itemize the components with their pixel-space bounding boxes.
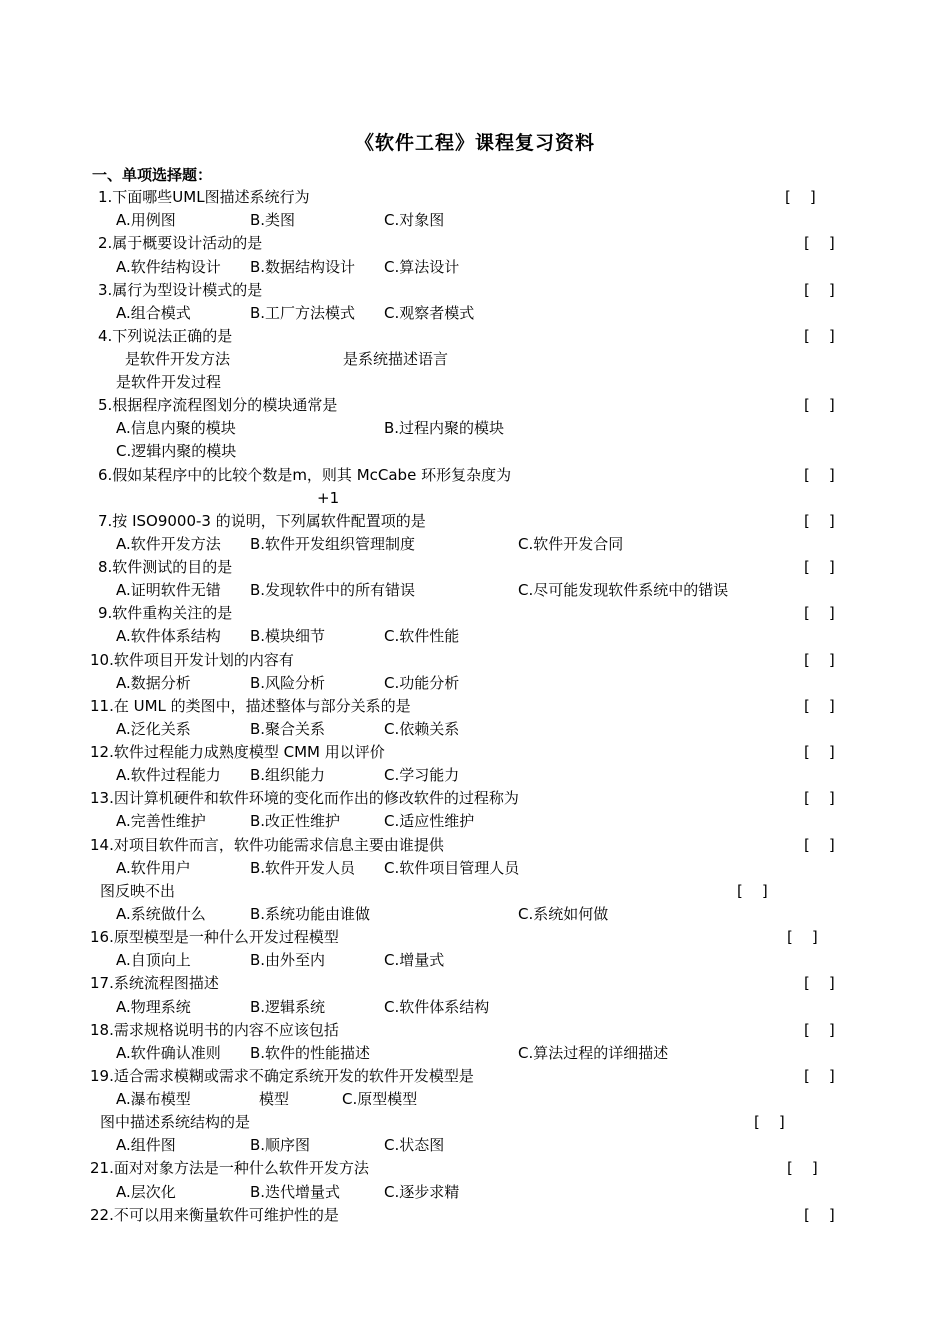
answer-bracket: [ ] <box>804 281 835 299</box>
question-text: 22.不可以用来衡量软件可维护性的是 <box>90 1206 339 1224</box>
answer-option: B.系统功能由谁做 <box>250 905 371 923</box>
answer-option: A.软件用户 <box>116 859 191 877</box>
answer-option: C.逐步求精 <box>384 1183 460 1201</box>
answer-bracket: [ ] <box>804 1021 835 1039</box>
answer-option: C.算法过程的详细描述 <box>518 1044 669 1062</box>
question-text: 10.软件项目开发计划的内容有 <box>90 651 294 669</box>
answer-option: A.泛化关系 <box>116 720 191 738</box>
question-text: 5.根据程序流程图划分的模块通常是 <box>98 396 338 414</box>
answer-option: A.软件开发方法 <box>116 535 221 553</box>
answer-option: C.观察者模式 <box>384 304 475 322</box>
section-heading: 一、单项选择题： <box>92 166 213 184</box>
answer-option: A.数据分析 <box>116 674 191 692</box>
answer-option: B.数据结构设计 <box>250 258 356 276</box>
answer-option: 图中描述系统结构的是 <box>100 1113 251 1131</box>
answer-bracket: [ ] <box>804 234 835 252</box>
answer-bracket: [ ] <box>804 327 835 345</box>
answer-option: B.由外至内 <box>250 951 326 969</box>
answer-bracket: [ ] <box>804 1067 835 1085</box>
question-text: 16.原型模型是一种什么开发过程模型 <box>90 928 339 946</box>
answer-option: C.对象图 <box>384 211 445 229</box>
answer-bracket: [ ] <box>804 789 835 807</box>
answer-option: A.自顶向上 <box>116 951 191 969</box>
answer-option: +1 <box>317 489 340 507</box>
answer-option: B.改正性维护 <box>250 812 341 830</box>
answer-bracket: [ ] <box>785 188 816 206</box>
answer-option: B.软件开发人员 <box>250 859 356 877</box>
answer-bracket: [ ] <box>804 558 835 576</box>
question-text: 21.面对对象方法是一种什么软件开发方法 <box>90 1159 369 1177</box>
answer-option: A.组件图 <box>116 1136 176 1154</box>
answer-option: A.软件体系结构 <box>116 627 221 645</box>
question-text: 6.假如某程序中的比较个数是m，则其 McCabe 环形复杂度为 <box>98 466 512 484</box>
answer-bracket: [ ] <box>754 1113 785 1131</box>
answer-option: C.增量式 <box>384 951 445 969</box>
answer-option: C.软件项目管理人员 <box>384 859 520 877</box>
question-text: 13.因计算机硬件和软件环境的变化而作出的修改软件的过程称为 <box>90 789 519 807</box>
answer-bracket: [ ] <box>804 1206 835 1224</box>
answer-option: C.算法设计 <box>384 258 460 276</box>
answer-option: A.组合模式 <box>116 304 191 322</box>
question-text: 3.属行为型设计模式的是 <box>98 281 263 299</box>
answer-bracket: [ ] <box>737 882 768 900</box>
answer-option: B.类图 <box>250 211 296 229</box>
answer-option: 是软件开发过程 <box>116 373 222 391</box>
question-text: 9.软件重构关注的是 <box>98 604 233 622</box>
question-text: 7.按 ISO9000-3 的说明，下列属软件配置项的是 <box>98 512 426 530</box>
answer-bracket: [ ] <box>804 743 835 761</box>
answer-option: A.物理系统 <box>116 998 191 1016</box>
question-text: 1.下面哪些UML图描述系统行为 <box>98 188 310 206</box>
question-text: 11.在 UML 的类图中，描述整体与部分关系的是 <box>90 697 411 715</box>
question-text: 17.系统流程图描述 <box>90 974 219 992</box>
question-text: 14.对项目软件而言，软件功能需求信息主要由谁提供 <box>90 836 444 854</box>
answer-option: C.功能分析 <box>384 674 460 692</box>
answer-option: A.用例图 <box>116 211 176 229</box>
answer-option: C.软件开发合同 <box>518 535 624 553</box>
answer-bracket: [ ] <box>804 836 835 854</box>
answer-option: B.逻辑系统 <box>250 998 326 1016</box>
answer-option: C.学习能力 <box>384 766 460 784</box>
answer-option: A.系统做什么 <box>116 905 206 923</box>
question-text: 4.下列说法正确的是 <box>98 327 233 345</box>
answer-option: C.适应性维护 <box>384 812 475 830</box>
answer-option: A.层次化 <box>116 1183 176 1201</box>
answer-bracket: [ ] <box>787 1159 818 1177</box>
answer-bracket: [ ] <box>804 974 835 992</box>
answer-option: B.风险分析 <box>250 674 326 692</box>
answer-option: B.发现软件中的所有错误 <box>250 581 416 599</box>
answer-option: B.工厂方法模式 <box>250 304 356 322</box>
answer-option: A.证明软件无错 <box>116 581 221 599</box>
question-text: 12.软件过程能力成熟度模型 CMM 用以评价 <box>90 743 385 761</box>
answer-option: B.模块细节 <box>250 627 326 645</box>
answer-option: C.软件性能 <box>384 627 460 645</box>
answer-option: A.信息内聚的模块 <box>116 419 236 437</box>
answer-option: C.状态图 <box>384 1136 445 1154</box>
answer-option: 图反映不出 <box>100 882 176 900</box>
answer-option: C.尽可能发现软件系统中的错误 <box>518 581 729 599</box>
answer-bracket: [ ] <box>787 928 818 946</box>
answer-bracket: [ ] <box>804 651 835 669</box>
question-text: 19.适合需求模糊或需求不确定系统开发的软件开发模型是 <box>90 1067 474 1085</box>
answer-option: A.瀑布模型 <box>116 1090 191 1108</box>
answer-option: B.软件的性能描述 <box>250 1044 371 1062</box>
answer-option: C.系统如何做 <box>518 905 609 923</box>
answer-option: B.组织能力 <box>250 766 326 784</box>
answer-option: B.顺序图 <box>250 1136 311 1154</box>
answer-option: C.逻辑内聚的模块 <box>116 442 237 460</box>
answer-option: B.软件开发组织管理制度 <box>250 535 416 553</box>
question-text: 18.需求规格说明书的内容不应该包括 <box>90 1021 339 1039</box>
answer-option: A.软件结构设计 <box>116 258 221 276</box>
answer-option: B.迭代增量式 <box>250 1183 341 1201</box>
answer-option: 模型 <box>259 1090 290 1108</box>
answer-bracket: [ ] <box>804 604 835 622</box>
answer-option: A.软件过程能力 <box>116 766 221 784</box>
answer-option: C.原型模型 <box>342 1090 418 1108</box>
answer-option: 是软件开发方法 <box>125 350 231 368</box>
answer-option: B.聚合关系 <box>250 720 326 738</box>
answer-option: A.完善性维护 <box>116 812 206 830</box>
answer-option: A.软件确认准则 <box>116 1044 221 1062</box>
answer-bracket: [ ] <box>804 697 835 715</box>
page-title: 《软件工程》课程复习资料 <box>354 132 595 154</box>
answer-option: B.过程内聚的模块 <box>384 419 505 437</box>
answer-bracket: [ ] <box>804 396 835 414</box>
question-text: 2.属于概要设计活动的是 <box>98 234 263 252</box>
answer-bracket: [ ] <box>804 466 835 484</box>
answer-option: C.依赖关系 <box>384 720 460 738</box>
answer-option: C.软件体系结构 <box>384 998 490 1016</box>
answer-option: 是系统描述语言 <box>343 350 449 368</box>
answer-bracket: [ ] <box>804 512 835 530</box>
question-text: 8.软件测试的目的是 <box>98 558 233 576</box>
